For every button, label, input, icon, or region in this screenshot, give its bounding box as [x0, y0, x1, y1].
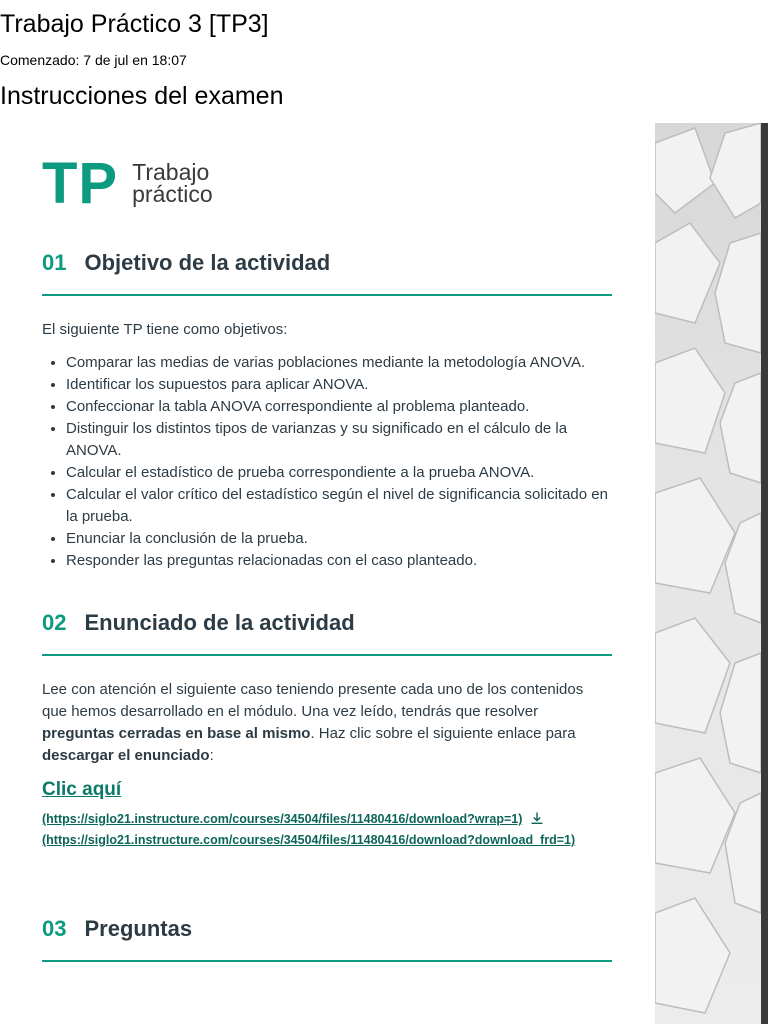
statement-paragraph: [42, 679, 612, 767]
architecture-pattern: [655, 123, 768, 1024]
tp-logo-word: [132, 161, 213, 205]
section-03-title: Preguntas: [84, 916, 193, 941]
page-title: Trabajo Práctico 3 [TP3]: [0, 10, 269, 38]
section-02-heading: [42, 610, 355, 636]
section-03-heading: [42, 916, 192, 942]
statement-text-2: . Haz clic sobre el siguiente enlace para: [310, 725, 576, 742]
tp-logo: [42, 151, 213, 216]
tp-logo-mark: TP: [42, 151, 119, 216]
statement-text-1: Lee con atención el siguiente caso teniendo presente cada uno de los contenidos que hemos desarrollado en el módulo. Una vez leído, tendrás que resolver: [42, 681, 584, 720]
objective-item: • Responder las preguntas relacionadas con el caso planteado.: [66, 550, 616, 572]
section-03-number: 03: [42, 916, 67, 941]
section-02-divider: [42, 654, 612, 656]
section-01-number: 01: [42, 250, 67, 275]
image-dark-edge: [761, 123, 768, 1024]
objective-item: • Calcular el estadístico de prueba correspondiente a la prueba ANOVA.: [66, 462, 616, 484]
download-url-frd-link[interactable]: (https://siglo21.instructure.com/courses/34504/files/11480416/download?download_frd=1): [42, 833, 576, 847]
decorative-architecture-image: [655, 123, 768, 1024]
download-url-wrap-link[interactable]: (https://siglo21.instructure.com/courses/34504/files/11480416/download?wrap=1): [42, 812, 523, 826]
objective-item: • Comparar las medias de varias poblaciones mediante la metodología ANOVA.: [66, 352, 616, 374]
tp-logo-word-1: Trabajo: [132, 159, 210, 185]
started-timestamp: Comenzado: 7 de jul en 18:07: [0, 52, 187, 68]
statement-bold-1: preguntas cerradas en base al mismo: [42, 725, 311, 742]
section-01-title: Objetivo de la actividad: [84, 250, 331, 275]
statement-text-3: :: [209, 747, 214, 764]
objective-item: • Distinguir los distintos tipos de varianzas y su significado en el cálculo de la ANOVA.: [66, 418, 616, 462]
objective-item: • Enunciar la conclusión de la prueba.: [66, 528, 616, 550]
section-02-number: 02: [42, 610, 67, 635]
tp-logo-word-2: práctico: [132, 181, 213, 207]
download-icon[interactable]: [530, 811, 544, 825]
download-statement-link[interactable]: Clic aquí: [42, 779, 122, 800]
objectives-intro: El siguiente TP tiene como objetivos:: [42, 321, 288, 338]
section-01-divider: [42, 294, 612, 296]
objective-item: • Calcular el valor crítico del estadístico según el nivel de significancia solicitado en la prueba.: [66, 484, 616, 528]
section-03-divider: [42, 960, 612, 962]
objective-item: • Confeccionar la tabla ANOVA correspondiente al problema planteado.: [66, 396, 616, 418]
section-02-title: Enunciado de la actividad: [84, 610, 355, 635]
instructions-content: [0, 123, 655, 1024]
objective-item: • Identificar los supuestos para aplicar ANOVA.: [66, 374, 616, 396]
download-urls: [42, 809, 612, 851]
section-01-heading: [42, 250, 330, 276]
instructions-title: Instrucciones del examen: [0, 82, 284, 110]
objectives-list: [66, 352, 616, 572]
statement-bold-2: descargar el enunciado: [42, 747, 210, 764]
